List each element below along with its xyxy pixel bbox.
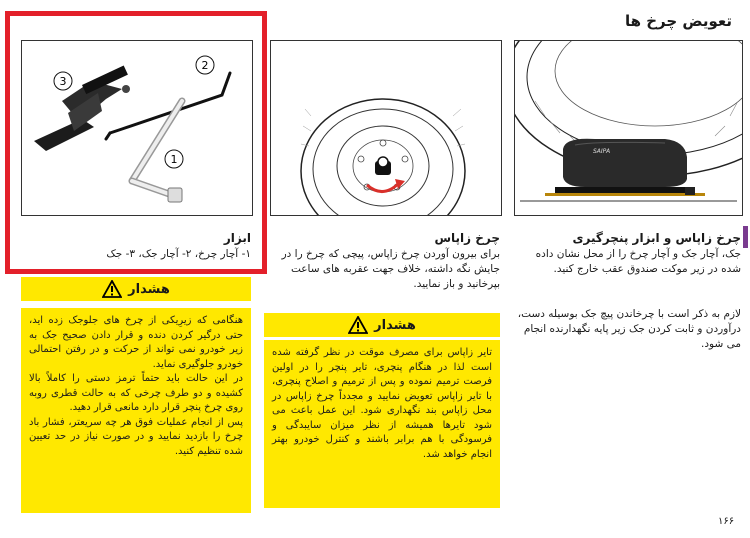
- tools-illustration: [22, 41, 252, 215]
- page-title: تعویض چرخ ها: [624, 12, 732, 30]
- tools-warning-p2: در این حالت باید حتماً ترمز دستی را کاملاً بالا کشیده و دو طرف چرخی که به حالت قطری روبه روی چرخ پنچر قرار دارد مانعی قرار دهید.: [29, 373, 243, 413]
- tools-list: ۱- آچار چرخ، ۲- آچار جک، ۳- جک: [106, 248, 251, 260]
- spare-warning-text: تایر زاپاس برای مصرف موقت در نظر گرفته شده است لذا در هنگام پنچری، تایر پنچر را در اولین فرصت ترمیم نموده و پس از ترمیم و اصلاح پنچری، با تایر زاپاس تعویض نمایید و مجدداً چرخ زاپاس در محل زاپاس بند نگهداری شود. این عمل باعث می شود تایرها همیشه از نظر میزان سایبدگی و فرسودگی با هم برابر باشند و کنترل خودرو بهتر انجام خواهد شد.: [272, 347, 492, 460]
- spare-wheel-paragraph: برای بیرون آوردن چرخ زاپاس، پیچی که چرخ را در جایش نگه داشته، خلاف جهت عقربه های ساعت بپرخانید و باز نمایید.: [281, 248, 500, 290]
- spare-wheel-bolt-illustration: [271, 41, 501, 215]
- page-number: ۱۶۶: [718, 516, 735, 527]
- callout-3: 3: [59, 75, 67, 88]
- tools-image: [21, 40, 253, 216]
- tools-warning-bar: [21, 277, 251, 301]
- warning-title: هشدار: [128, 281, 170, 297]
- spare-wheel-storage-image: [514, 40, 743, 216]
- spare-warning-box: [264, 340, 500, 508]
- spare-tools-paragraph-2: لازم به ذکر است با چرخاندن پیچ جک بوسیله دست، درآوردن و ثابت کردن جک زیر پایه نگهدارنده انجام می شود.: [517, 308, 741, 350]
- brand-text: SAIPA: [593, 148, 611, 155]
- warning-triangle-icon: [102, 280, 122, 298]
- jack-icon: [34, 66, 130, 151]
- callout-2: 2: [201, 59, 209, 72]
- tools-warning-p3: پس از انجام عملیات فوق هر چه سریعتر، فشار باد چرخ را بازدید نمایید و در صورت نیاز در حد تعیین شده تنظیم کنید.: [29, 416, 243, 457]
- spare-tools-paragraph-1: جک، آچار جک و آچار چرخ را از محل نشان داده شده در زیر موکت صندوق عقب خارج کنید.: [535, 248, 741, 275]
- spare-wheel-image: [270, 40, 502, 216]
- tools-warning-box: [21, 308, 251, 513]
- callout-1: 1: [170, 153, 178, 166]
- tools-warning-p1: هنگامی که زیرِیکی از چرخ های جلوجک زده اید، حتی درگیر کردن دنده و قرار دادن صحیح جک به زیر خودرو نمی تواند از حرکت و در رفتن احتمالی خودرو جلوگیری نماید.: [29, 315, 243, 370]
- spare-warning-bar: [264, 313, 500, 337]
- section-marker: [743, 226, 748, 248]
- spare-tools-heading: چرخ زاپاس و ابزار پنچرگیری: [572, 231, 741, 245]
- warning-title: هشدار: [374, 317, 416, 333]
- tools-heading: ابزار: [223, 231, 251, 245]
- spare-wheel-illustration: [515, 41, 742, 215]
- warning-triangle-icon: [348, 316, 368, 334]
- spare-wheel-heading: چرخ زاپاس: [434, 231, 500, 245]
